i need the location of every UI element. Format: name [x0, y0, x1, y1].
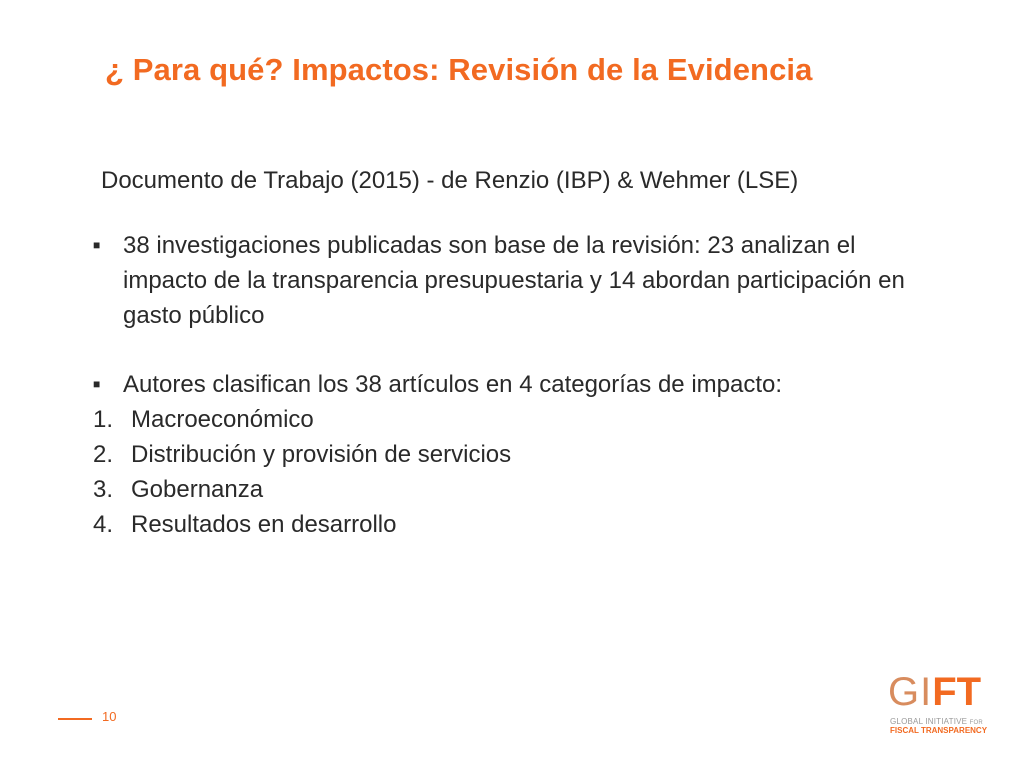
slide-title: ¿ Para qué? Impactos: Revisión de la Evidencia: [105, 52, 813, 87]
list-number: 2.: [93, 441, 114, 468]
list-text: Distribución y provisión de servicios: [131, 441, 512, 468]
list-item: [93, 507, 511, 542]
list-text: Macroeconómico: [131, 406, 314, 433]
list-text: Resultados en desarrollo: [131, 511, 397, 538]
list-item: [93, 402, 511, 437]
gift-logo: [888, 672, 988, 736]
list-item: [93, 437, 511, 472]
square-bullet-icon: ■: [93, 377, 101, 391]
slide-subtitle: Documento de Trabajo (2015) - de Renzio (IBP) & Wehmer (LSE): [101, 167, 799, 194]
list-number: 1.: [93, 406, 114, 433]
logo-mark-ft: FT: [932, 670, 982, 714]
bullet-text: 38 investigaciones publicadas son base de la revisión: 23 analizan el impacto de la transparencia presupuestaria y 14 abordan participación en gasto público: [123, 232, 905, 329]
category-list: [93, 402, 511, 542]
bullet-item: [93, 228, 933, 333]
logo-line1: [890, 717, 983, 726]
bullet-item: [93, 367, 933, 402]
square-bullet-icon: ■: [93, 238, 101, 252]
bullet-text: Autores clasifican los 38 artículos en 4 categorías de impacto:: [123, 371, 783, 398]
logo-line1-suffix: FOR: [969, 720, 983, 726]
list-number: 4.: [93, 511, 114, 538]
logo-line2: FISCAL TRANSPARENCY: [890, 726, 988, 735]
logo-mark-gi: GI: [888, 670, 933, 714]
list-text: Gobernanza: [131, 476, 264, 503]
logo-mark: [888, 672, 981, 712]
page-number: 10: [102, 709, 117, 724]
list-item: [93, 472, 511, 507]
list-number: 3.: [93, 476, 114, 503]
footer-divider: [58, 718, 92, 720]
logo-line1-text: GLOBAL INITIATIVE: [890, 717, 968, 726]
